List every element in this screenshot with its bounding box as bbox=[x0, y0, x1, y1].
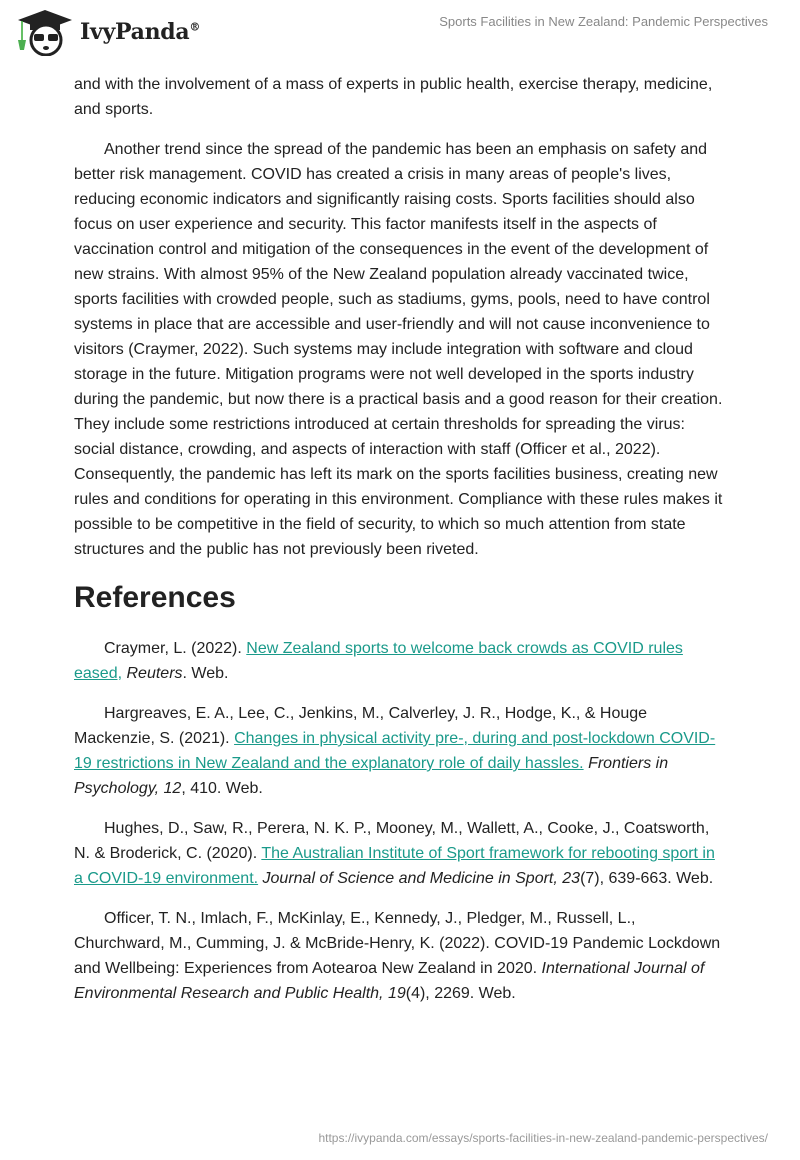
reference-tail: , 410. Web. bbox=[181, 780, 263, 797]
reference-authors: Craymer, L. (2022). bbox=[104, 640, 247, 657]
reference-item bbox=[74, 701, 726, 801]
essay-content bbox=[74, 72, 726, 1021]
logo-name: IvyPanda bbox=[80, 19, 190, 45]
document-title: Sports Facilities in New Zealand: Pandemic Perspectives bbox=[439, 14, 768, 29]
reference-link[interactable]: New Zealand sports to welcome back crowds as COVID rules eased, bbox=[74, 640, 683, 682]
reference-source: Frontiers in Psychology, 12 bbox=[74, 755, 669, 797]
reference-authors: Hughes, D., Saw, R., Perera, N. K. P., Mooney, M., Wallett, A., Cooke, J., Coatsworth, N. & Broderick, C. (2020). bbox=[74, 820, 710, 862]
panda-logo-icon bbox=[16, 8, 74, 56]
reference-authors: Officer, T. N., Imlach, F., McKinlay, E., Kennedy, J., Pledger, M., Russell, L., Churchward, M., Cumming, J. & McBride-Henry, K. (2022). COVID-19 Pandemic Lockdown and Wellbeing: Experiences from Aotearoa New Zealand in 2020. bbox=[74, 910, 721, 977]
reference-link[interactable]: The Australian Institute of Sport framework for rebooting sport in a COVID-19 environment. bbox=[74, 845, 715, 887]
reference-list bbox=[74, 636, 726, 1006]
paragraph: Another trend since the spread of the pandemic has been an emphasis on safety and better risk management. COVID has created a crisis in many areas of people's lives, reducing economic indicators and significantly raising costs. Sports facilities should also focus on user experience and security. This factor manifests itself in the aspects of vaccination control and mitigation of the consequences in the event of the development of new strains. With almost 95% of the New Zealand population already vaccinated twice, sports facilities with crowded people, such as stadiums, gyms, pools, need to have control systems in place that are accessible and user-friendly and will not cause inconvenience to visitors (Craymer, 2022). Such systems may include integration with software and cloud storage in the future. Mitigation programs were not well developed in the sports industry during the pandemic, but now there is a practical basis and a good reason for their creation. They include some restrictions introduced at certain thresholds for spreading the virus: social distance, crowding, and aspects of interaction with staff (Officer et al., 2022). Consequently, the pandemic has left its mark on the sports facilities business, creating new rules and conditions for operating in this environment. Compliance with these rules makes it possible to be competitive in the field of security, to which so much attention from state structures and the public has not previously been riveted. bbox=[74, 141, 723, 558]
reference-source: Journal of Science and Medicine in Sport, 23 bbox=[262, 870, 581, 887]
reference-item bbox=[74, 906, 726, 1006]
footer-url[interactable]: https://ivypanda.com/essays/sports-facilities-in-new-zealand-pandemic-perspectives/ bbox=[318, 1131, 768, 1145]
reference-source: Reuters bbox=[126, 665, 183, 682]
paragraph: and with the involvement of a mass of experts in public health, exercise therapy, medicine, and sports. bbox=[74, 76, 713, 118]
reference-tail: . Web. bbox=[182, 665, 229, 682]
reference-authors: Hargreaves, E. A., Lee, C., Jenkins, M., Calverley, J. R., Hodge, K., & Houge Mackenzie, S. (2021). bbox=[74, 705, 648, 747]
reference-link[interactable]: Changes in physical activity pre-, during and post-lockdown COVID-19 restrictions in New Zealand and the explanatory role of daily hassles. bbox=[74, 730, 716, 772]
reference-item bbox=[74, 816, 726, 891]
reference-item bbox=[74, 636, 726, 686]
reference-source: International Journal of Environmental Research and Public Health, 19 bbox=[74, 960, 705, 1002]
reference-tail: (7), 639-663. Web. bbox=[580, 870, 714, 887]
logo-text bbox=[80, 19, 200, 45]
logo[interactable] bbox=[16, 8, 200, 56]
reference-tail: (4), 2269. Web. bbox=[405, 985, 516, 1002]
references-heading: References bbox=[74, 581, 236, 614]
registered-mark: ® bbox=[189, 20, 201, 34]
